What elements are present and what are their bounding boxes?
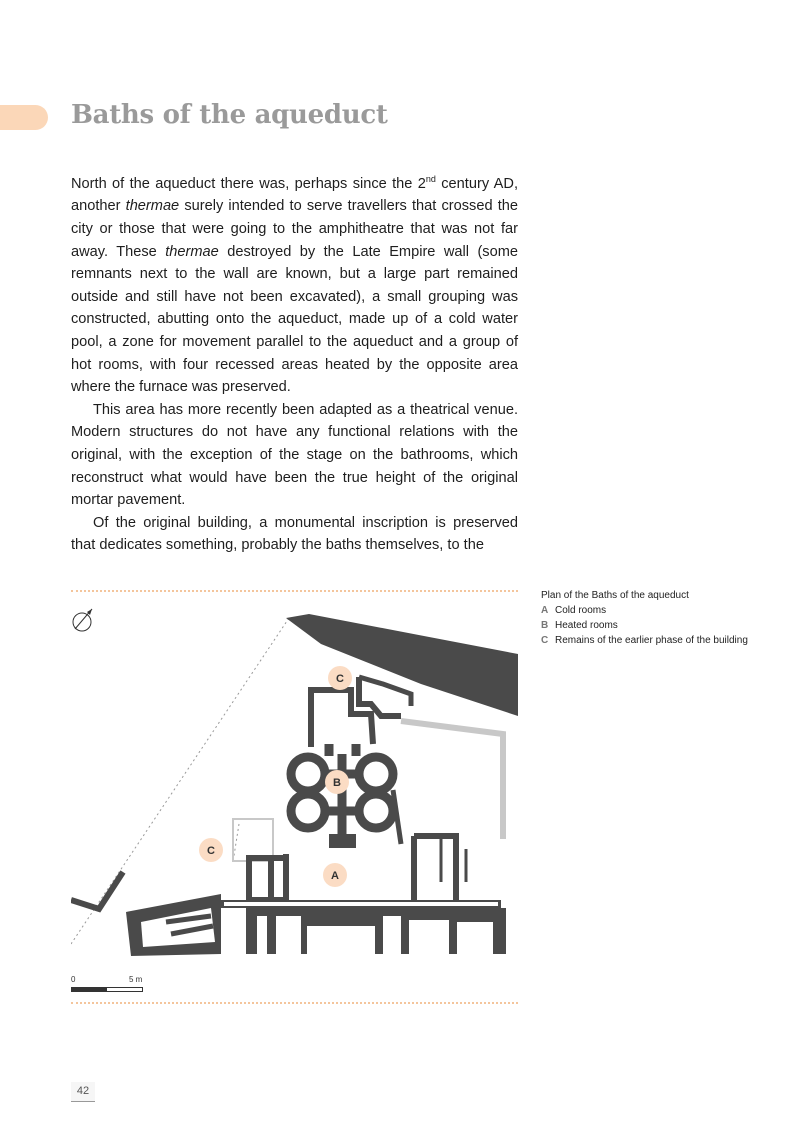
corridor-outline — [401, 721, 503, 839]
wall-fragment — [71, 872, 123, 909]
body-text — [71, 168, 518, 557]
label-a — [323, 863, 347, 887]
paragraph-2: This area has more recently been adapted as a theatrical venue. Modern structures do not have any functional relations with the original, with the exception of the stage on the bathrooms, which reconstruct what would have been the true height of the original mortar pavement. — [71, 401, 518, 509]
svg-text:C: C — [207, 845, 215, 857]
boundary-line — [71, 618, 289, 944]
page-number: 42 — [71, 1082, 95, 1102]
furnace — [329, 834, 356, 848]
divider-bottom — [71, 1002, 518, 1004]
figure-caption — [541, 588, 751, 648]
label-c-left — [199, 838, 223, 862]
divider-top — [71, 590, 518, 592]
north-arrow-icon — [73, 609, 92, 631]
svg-text:A: A — [331, 870, 339, 882]
scale-bar: 0 5 m — [71, 975, 161, 995]
late-empire-wall — [286, 614, 518, 716]
upper-room-walls — [311, 690, 373, 747]
legend-item-c: C Remains of the earlier phase of the building — [541, 635, 748, 646]
legend-item-a: A Cold rooms — [541, 605, 607, 616]
cold-room-walls — [414, 836, 456, 900]
svg-text:C: C — [336, 673, 344, 685]
floor-plan — [71, 604, 521, 959]
legend-item-b: B Heated rooms — [541, 620, 618, 631]
page-title: Baths of the aqueduct — [71, 100, 388, 130]
label-c-upper — [328, 666, 352, 690]
caption-title: Plan of the Baths of the aqueduct — [541, 590, 689, 601]
chapter-tab — [0, 105, 48, 130]
aqueduct-channel — [224, 902, 498, 906]
paragraph-1: North of the aqueduct there was, perhaps since the 2nd century AD, another thermae surely intended to serve travellers that crossed the city or those that were going to the amphitheatre that was not far away. These thermae destroyed by the Late Empire wall (some remnants next to the wall are known, but a large part remained outside and still have not been excavated), a small grouping was constructed, abutting onto the aqueduct, made up of a cold water pool, a zone for movement parallel to the aqueduct and a group of hot rooms, with four recessed areas heated by the opposite area where the furnace was preserved. — [71, 174, 518, 396]
label-b — [325, 770, 349, 794]
cold-room-walls — [249, 858, 286, 900]
svg-text:B: B — [333, 777, 341, 789]
paragraph-3: Of the original building, a monumental inscription is preserved that dedicates something, probably the baths themselves, to the — [71, 514, 518, 554]
